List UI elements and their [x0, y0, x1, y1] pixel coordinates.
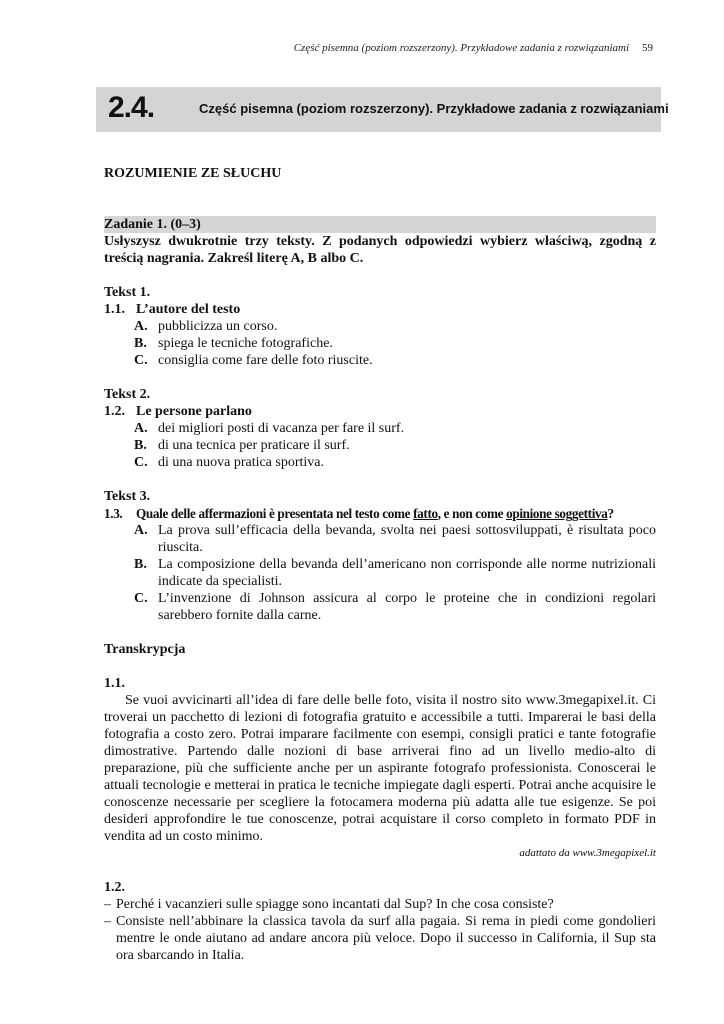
question-underlined-fact: fatto	[413, 506, 438, 521]
dialogue-line	[104, 896, 656, 913]
option-letter: A.	[134, 523, 148, 538]
task-instruction: Usłyszysz dwukrotnie trzy teksty. Z podanych odpowiedzi wybierz właściwą, zgodną z treścią nagrania. Zakreśl literę A, B albo C.	[104, 234, 656, 266]
question-text: , e non come	[437, 506, 507, 521]
transcript-label: 1.1.	[104, 676, 125, 691]
transcript-paragraph: Se vuoi avvicinarti all’idea di fare delle belle foto, visita il nostro sito www.3megapixel.it. Ci troverai un pacchetto di lezioni di fotografia gratuito e accessibile a tutti. Imparerai le basi della fotografia a costo zero. Potrai imparare facilmente con esempi, consigli pratici e tante fotografie dimostrative. Partendo dalle nozioni di base arriverai fino ad un livello medio-alto di preparazione, più che sufficiente anche per un aspirante fotografo professionista. Conoscerai le attuali tecnologie e metterai in pratica le tecniche impiegate dagli esperti. Potrai anche acquisire le conoscenze necessarie per scegliere la fotocamera moderna più adatta alle tue esigenze. Se poi desideri approfondire le tue conoscenze, potrai acquistare il corso completo in formato PDF in vendita ad un costo minimo.	[104, 693, 656, 844]
option-text: spiega le tecniche fotografiche.	[158, 336, 333, 351]
option-letter: B.	[134, 557, 147, 572]
page-number: 59	[642, 42, 653, 54]
page-heading: ROZUMIENIE ZE SŁUCHU	[104, 166, 282, 181]
question-number: 1.3.	[104, 506, 123, 521]
answer-option[interactable]	[104, 352, 656, 369]
option-text: di una nuova pratica sportiva.	[158, 455, 325, 470]
option-text: L’invenzione di Johnson assicura al corpo le proteine che in condizioni regolari sarebbero fornite dalla carne.	[158, 591, 656, 623]
answer-option[interactable]	[104, 590, 656, 624]
option-letter: C.	[134, 353, 148, 368]
text-label: Tekst 1.	[104, 285, 151, 300]
text-label: Tekst 3.	[104, 489, 151, 504]
text-label: Tekst 2.	[104, 387, 151, 402]
answer-option[interactable]	[104, 437, 656, 454]
option-text: La prova sull’efficacia della bevanda, svolta nei paesi sottosviluppati, è risultata poco riuscita.	[158, 523, 656, 555]
section-banner	[96, 87, 669, 132]
dialogue-text: Perché i vacanzieri sulle spiagge sono incantati dal Sup? In che cosa consiste?	[116, 897, 554, 912]
dialogue-text: Consiste nell’abbinare la classica tavola da surf alla pagaia. Si rema in piedi come gondolieri mentre le onde aiutano ad andare ancora più veloce. Dopo il successo in California, il Sup sta ora sbarcando in Italia.	[116, 914, 656, 963]
dialogue-dash: –	[104, 914, 111, 929]
option-letter: C.	[134, 591, 148, 606]
section-number: 2.4.	[108, 91, 155, 124]
option-letter: A.	[134, 421, 148, 436]
answer-option[interactable]	[104, 454, 656, 471]
transcript-label: 1.2.	[104, 880, 125, 895]
question-text: Quale delle affermazioni è presentata nel testo come	[136, 506, 414, 521]
option-text: di una tecnica per praticare il surf.	[158, 438, 350, 453]
dialogue-dash: –	[104, 897, 111, 912]
answer-option[interactable]	[104, 318, 656, 335]
task-title: Zadanie 1. (0–3)	[104, 216, 656, 233]
question-number: 1.1.	[104, 302, 125, 317]
option-text: La composizione della bevanda dell’americano non corrisponde alle norme nutrizionali indicate da specialisti.	[158, 557, 656, 589]
question-underlined-opinion: opinione soggettiva	[506, 506, 608, 521]
option-text: pubblicizza un corso.	[158, 319, 278, 334]
question-number: 1.2.	[104, 404, 125, 419]
answer-option[interactable]	[104, 522, 656, 556]
question-text: L’autore del testo	[136, 302, 241, 317]
document-body	[104, 165, 656, 964]
option-letter: B.	[134, 336, 147, 351]
question	[104, 301, 656, 318]
answer-option[interactable]	[104, 556, 656, 590]
answer-option[interactable]	[104, 420, 656, 437]
option-text: dei migliori posti di vacanza per fare il surf.	[158, 421, 405, 436]
question-text: Le persone parlano	[136, 404, 252, 419]
question	[104, 505, 656, 522]
option-letter: B.	[134, 438, 147, 453]
option-letter: A.	[134, 319, 148, 334]
question-text: ?	[607, 506, 614, 521]
section-title: Część pisemna (poziom rozszerzony). Przykładowe zadania z rozwiązaniami	[199, 101, 669, 116]
running-header: Część pisemna (poziom rozszerzony). Przykładowe zadania z rozwiązaniami	[293, 42, 629, 54]
dialogue-line	[104, 913, 656, 964]
option-letter: C.	[134, 455, 148, 470]
option-text: consiglia come fare delle foto riuscite.	[158, 353, 373, 368]
transcript-source: adattato da www.3megapixel.it	[519, 847, 656, 859]
answer-option[interactable]	[104, 335, 656, 352]
question	[104, 403, 656, 420]
transcription-heading: Transkrypcja	[104, 642, 186, 657]
